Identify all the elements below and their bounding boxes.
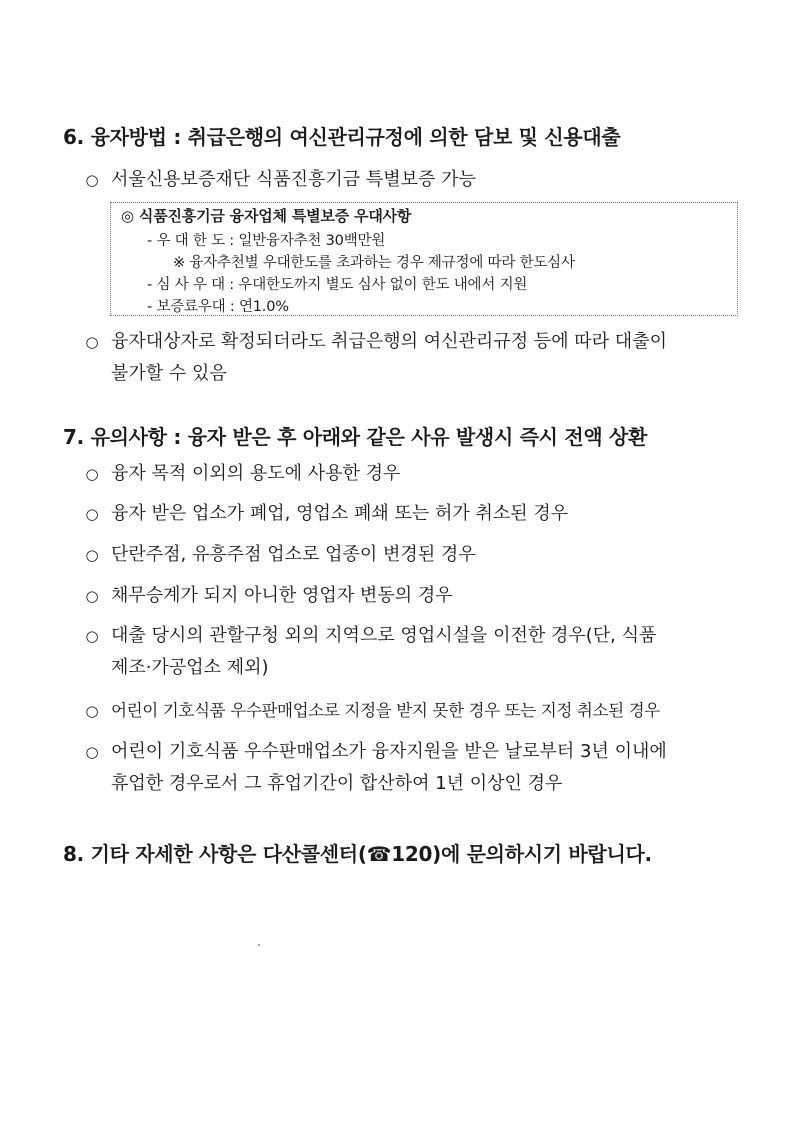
bullet-text-line-2: 불가할 수 있음 [111,363,227,384]
section-7-item [82,498,744,530]
item-text: 단란주점, 유흥주점 업소로 업종이 변경된 경우 [111,544,476,565]
bullet-circle-icon: ○ [85,587,99,605]
bullet-circle-icon: ○ [85,333,99,351]
section-6-bullet-2 [82,326,744,390]
item-text-line-2: 제조·가공업소 제외) [111,657,269,678]
section-7-item [82,695,744,727]
section-6-heading: 6. 융자방법 : 취급은행의 여신관리규정에 의한 담보 및 신용대출 [63,125,621,149]
bullet-circle-icon: ○ [85,546,99,564]
item-text-line-1: 어린이 기호식품 우수판매업소가 융자지원을 받은 날로부터 3년 이내에 [111,741,667,762]
item-text-line-1: 대출 당시의 관할구청 외의 지역으로 영업시설을 이전한 경우(단, 식품 [111,625,657,646]
section-7-item [82,539,744,571]
item-text: 융자 받은 업소가 폐업, 영업소 폐쇄 또는 허가 취소된 경우 [111,503,569,524]
section-7-item [82,458,744,490]
section-8-heading: 8. 기타 자세한 사항은 다산콜센터(☎120)에 문의하시기 바랍니다. [63,842,652,866]
item-text: 융자 목적 이외의 용도에 사용한 경우 [111,463,401,484]
section-7-item [82,580,744,612]
bullet-circle-icon: ○ [85,505,99,523]
box-line-review: - 심 사 우 대 : 우대한도까지 별도 심사 없이 한도 내에서 지원 [147,277,528,293]
box-line-note: ※ 융자추천별 우대한도를 초과하는 경우 제규정에 따라 한도심사 [173,255,575,271]
section-7-item [82,736,744,800]
bullet-circle-icon: ○ [85,465,99,483]
section-7-heading: 7. 유의사항 : 융자 받은 후 아래와 같은 사유 발생시 즉시 전액 상환 [63,425,648,449]
scan-speck [258,944,260,946]
bullet-text-line-1: 융자대상자로 확정되더라도 취급은행의 여신관리규정 등에 따라 대출이 [111,331,667,352]
box-line-limit: - 우 대 한 도 : 일반융자추천 30백만원 [147,233,386,249]
item-text: 어린이 기호식품 우수판매업소로 지정을 받지 못한 경우 또는 지정 취소된 경우 [111,701,660,720]
box-title: ◎ 식품진흥기금 융자업체 특별보증 우대사항 [121,207,412,225]
bullet-circle-icon: ○ [85,171,99,189]
special-guarantee-box [110,202,738,316]
item-text: 채무승계가 되지 아니한 영업자 변동의 경우 [111,585,453,606]
bullet-circle-icon: ○ [85,743,99,761]
box-line-fee: - 보증료우대 : 연1.0% [147,299,289,315]
section-7-item [82,620,744,684]
section-6-bullet-1 [82,164,744,196]
bullet-circle-icon: ○ [85,702,99,720]
bullet-circle-icon: ○ [85,627,99,645]
bullet-text: 서울신용보증재단 식품진흥기금 특별보증 가능 [111,169,476,190]
item-text-line-2: 휴업한 경우로서 그 휴업기간이 합산하여 1년 이상인 경우 [111,773,563,794]
